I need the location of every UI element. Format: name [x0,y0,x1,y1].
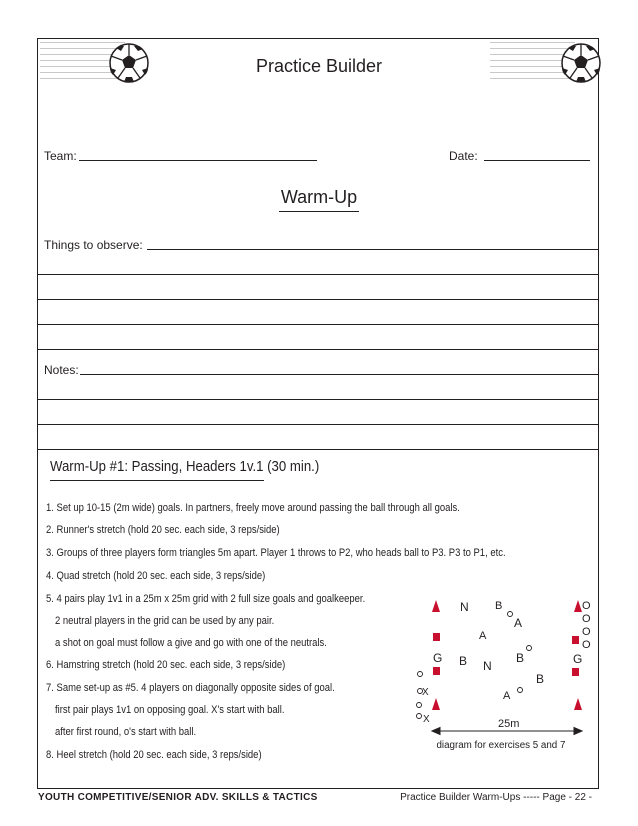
date-field[interactable] [484,160,590,161]
player-letter: N [460,600,469,614]
section-title: Warm-Up [280,187,358,207]
observe-field[interactable] [147,249,599,250]
observe-label: Things to observe: [44,238,143,252]
warmup-title: Warm-Up #1: Passing, Headers 1v.1 (30 min.) [50,458,320,475]
player-letter: G [433,651,443,665]
team-label: Team: [44,149,77,163]
distance-label: 25m [498,718,520,730]
player-letter: X [422,687,429,698]
writing-line[interactable] [37,424,599,425]
section-title-underline [279,211,359,212]
warmup-title-underline [50,480,264,481]
writing-line[interactable] [37,299,599,300]
player-letter: X [423,714,430,725]
step-item: 3. Groups of three players form triangles 5m apart. Player 1 throws to P2, who heads ball to P3. P3 to P1, etc. [46,547,506,559]
player-letter: O [582,613,591,625]
step-item: 2. Runner's stretch (hold 20 sec. each side, 3 reps/side) [46,524,280,536]
player-letter: O [582,626,591,638]
player-letter: A [479,630,487,642]
goal-posts [433,633,579,676]
step-item: a shot on goal must follow a give and go with one of the neutrals. [55,637,327,649]
step-item: 7. Same set-up as #5. 4 players on diagonally opposite sides of goal. [46,682,335,694]
player-letter: B [516,651,525,665]
step-item: after first round, o's start with ball. [55,726,197,738]
writing-line[interactable] [37,349,599,350]
writing-line[interactable] [37,399,599,400]
player-letter: O [582,600,591,612]
step-item: 8. Heel stretch (hold 20 sec. each side, 3 reps/side) [46,749,262,761]
player-letter: A [503,690,511,702]
step-item: 1. Set up 10-15 (2m wide) goals. In partners, freely move around passing the ball through all goals. [46,502,460,514]
team-field[interactable] [79,160,317,161]
step-item: 4. Quad stretch (hold 20 sec. each side, 3 reps/side) [46,570,266,582]
player-letter: B [536,672,545,686]
player-letter: G [573,652,583,666]
diagram-caption: diagram for exercises 5 and 7 [436,739,566,752]
step-item: 2 neutral players in the grid can be used by any pair. [55,615,275,627]
player-letter: O [582,639,591,651]
page-title: Practice Builder [255,56,383,76]
step-item: 5. 4 pairs play 1v1 in a 25m x 25m grid with 2 full size goals and goalkeeper. [46,593,366,605]
writing-line[interactable] [37,274,599,275]
writing-line[interactable] [37,324,599,325]
date-label: Date: [449,149,478,163]
field-diagram [410,592,595,757]
player-letter: B [495,600,503,612]
footer-page: Practice Builder Warm-Ups ----- Page - 22 - [400,792,592,803]
step-item: 6. Hamstring stretch (hold 20 sec. each side, 3 reps/side) [46,659,286,671]
notes-field[interactable] [80,374,599,375]
notes-label: Notes: [44,363,79,377]
step-item: first pair plays 1v1 on opposing goal. X's start with ball. [55,704,285,716]
player-letter: A [514,616,523,630]
footer-series: YOUTH COMPETITIVE/SENIOR ADV. SKILLS & TACTICS [38,792,318,803]
player-letter: N [483,659,492,673]
section-divider [37,449,599,450]
player-letter: B [459,654,468,668]
